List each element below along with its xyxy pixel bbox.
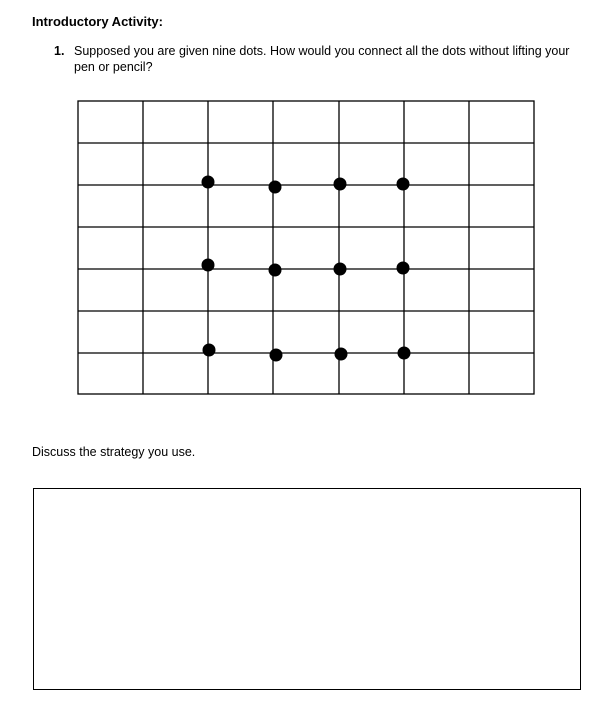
dot (397, 178, 410, 191)
answer-box[interactable] (33, 488, 581, 690)
question-item (54, 43, 574, 75)
dot (334, 178, 347, 191)
discussion-prompt: Discuss the strategy you use. (32, 445, 196, 459)
dot (397, 262, 410, 275)
dot (270, 349, 283, 362)
grid-lines (78, 101, 534, 394)
dots (202, 176, 411, 362)
grid-border (78, 101, 534, 394)
dot (269, 181, 282, 194)
dot (335, 348, 348, 361)
activity-heading: Introductory Activity: (32, 14, 163, 29)
dot (398, 347, 411, 360)
dot (202, 176, 215, 189)
dot (202, 259, 215, 272)
dot (334, 263, 347, 276)
dot (203, 344, 216, 357)
question-text: Supposed you are given nine dots. How would you connect all the dots without lifting your pen or pencil? (74, 44, 570, 74)
question-number: 1. (54, 44, 65, 58)
dot (269, 264, 282, 277)
